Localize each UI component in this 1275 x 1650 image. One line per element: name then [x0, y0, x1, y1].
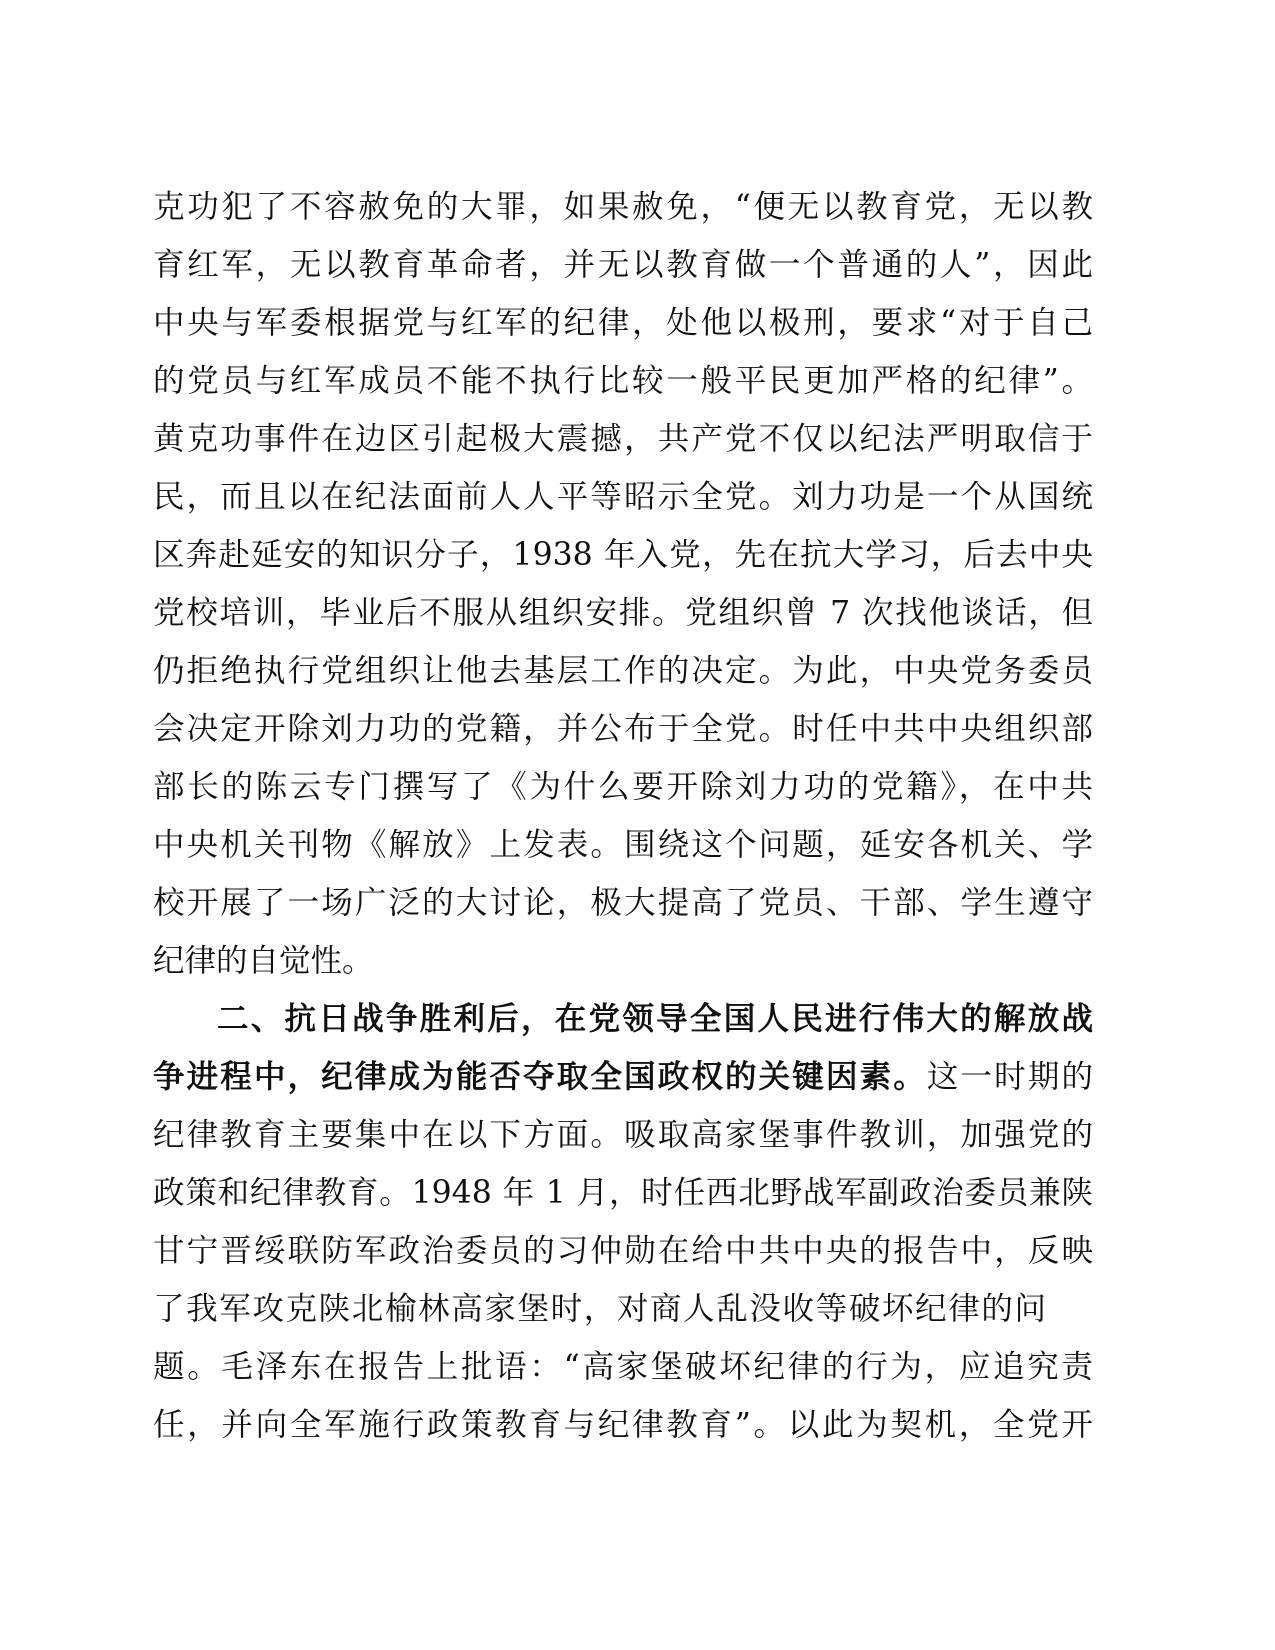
body-text [153, 178, 1093, 1454]
text-line: 民，而且以在纪法面前人人平等昭示全党。刘力功是一个从国统 [153, 479, 1093, 515]
text-line: 会决定开除刘力功的党籍，并公布于全党。时任中共中央组织部 [153, 711, 1093, 747]
text-line: 区奔赴延安的知识分子，1938 年入党，先在抗大学习，后去中央 [153, 537, 1093, 573]
text-line: 题。毛泽东在报告上批语：“高家堡破坏纪律的行为，应追究责 [153, 1349, 1093, 1385]
section-heading-bold: 争进程中，纪律成为能否夺取全国政权的关键因素。 [153, 1059, 927, 1095]
text-line: 黄克功事件在边区引起极大震撼，共产党不仅以纪法严明取信于 [153, 421, 1093, 457]
text-line: 中央机关刊物《解放》上发表。围绕这个问题，延安各机关、学 [153, 827, 1093, 863]
text-line: 任，并向全军施行政策教育与纪律教育”。以此为契机，全党开 [153, 1407, 1093, 1443]
text-line: 甘宁晋绥联防军政治委员的习仲勋在给中共中央的报告中，反映 [153, 1233, 1093, 1269]
text-line: 校开展了一场广泛的大讨论，极大提高了党员、干部、学生遵守 [153, 885, 1093, 921]
text-line: 纪律教育主要集中在以下方面。吸取高家堡事件教训，加强党的 [153, 1117, 1093, 1153]
section-heading-continuation [153, 1048, 1093, 1106]
text-line: 的党员与红军成员不能不执行比较一般平民更加严格的纪律”。 [153, 363, 1093, 399]
text-line: 中央与军委根据党与红军的纪律，处他以极刑，要求“对于自己 [153, 305, 1093, 341]
text-line: 部长的陈云专门撰写了《为什么要开除刘力功的党籍》，在中共 [153, 769, 1093, 805]
text-line: 仍拒绝执行党组织让他去基层工作的决定。为此，中央党务委员 [153, 653, 1093, 689]
section-heading: 二、抗日战争胜利后，在党领导全国人民进行伟大的解放战 [217, 1001, 1093, 1037]
text-line: 政策和纪律教育。1948 年 1 月，时任西北野战军副政治委员兼陕 [153, 1175, 1093, 1211]
text-line: 纪律的自觉性。 [153, 943, 374, 979]
section-heading-rest: 这一时期的 [926, 1059, 1093, 1095]
text-line: 了我军攻克陕北榆林高家堡时，对商人乱没收等破坏纪律的问 [153, 1291, 1046, 1327]
text-line: 育红军，无以教育革命者，并无以教育做一个普通的人”，因此 [153, 247, 1093, 283]
text-line: 克功犯了不容赦免的大罪，如果赦免，“便无以教育党，无以教 [153, 189, 1093, 225]
text-line: 党校培训，毕业后不服从组织安排。党组织曾 7 次找他谈话，但 [153, 595, 1093, 631]
